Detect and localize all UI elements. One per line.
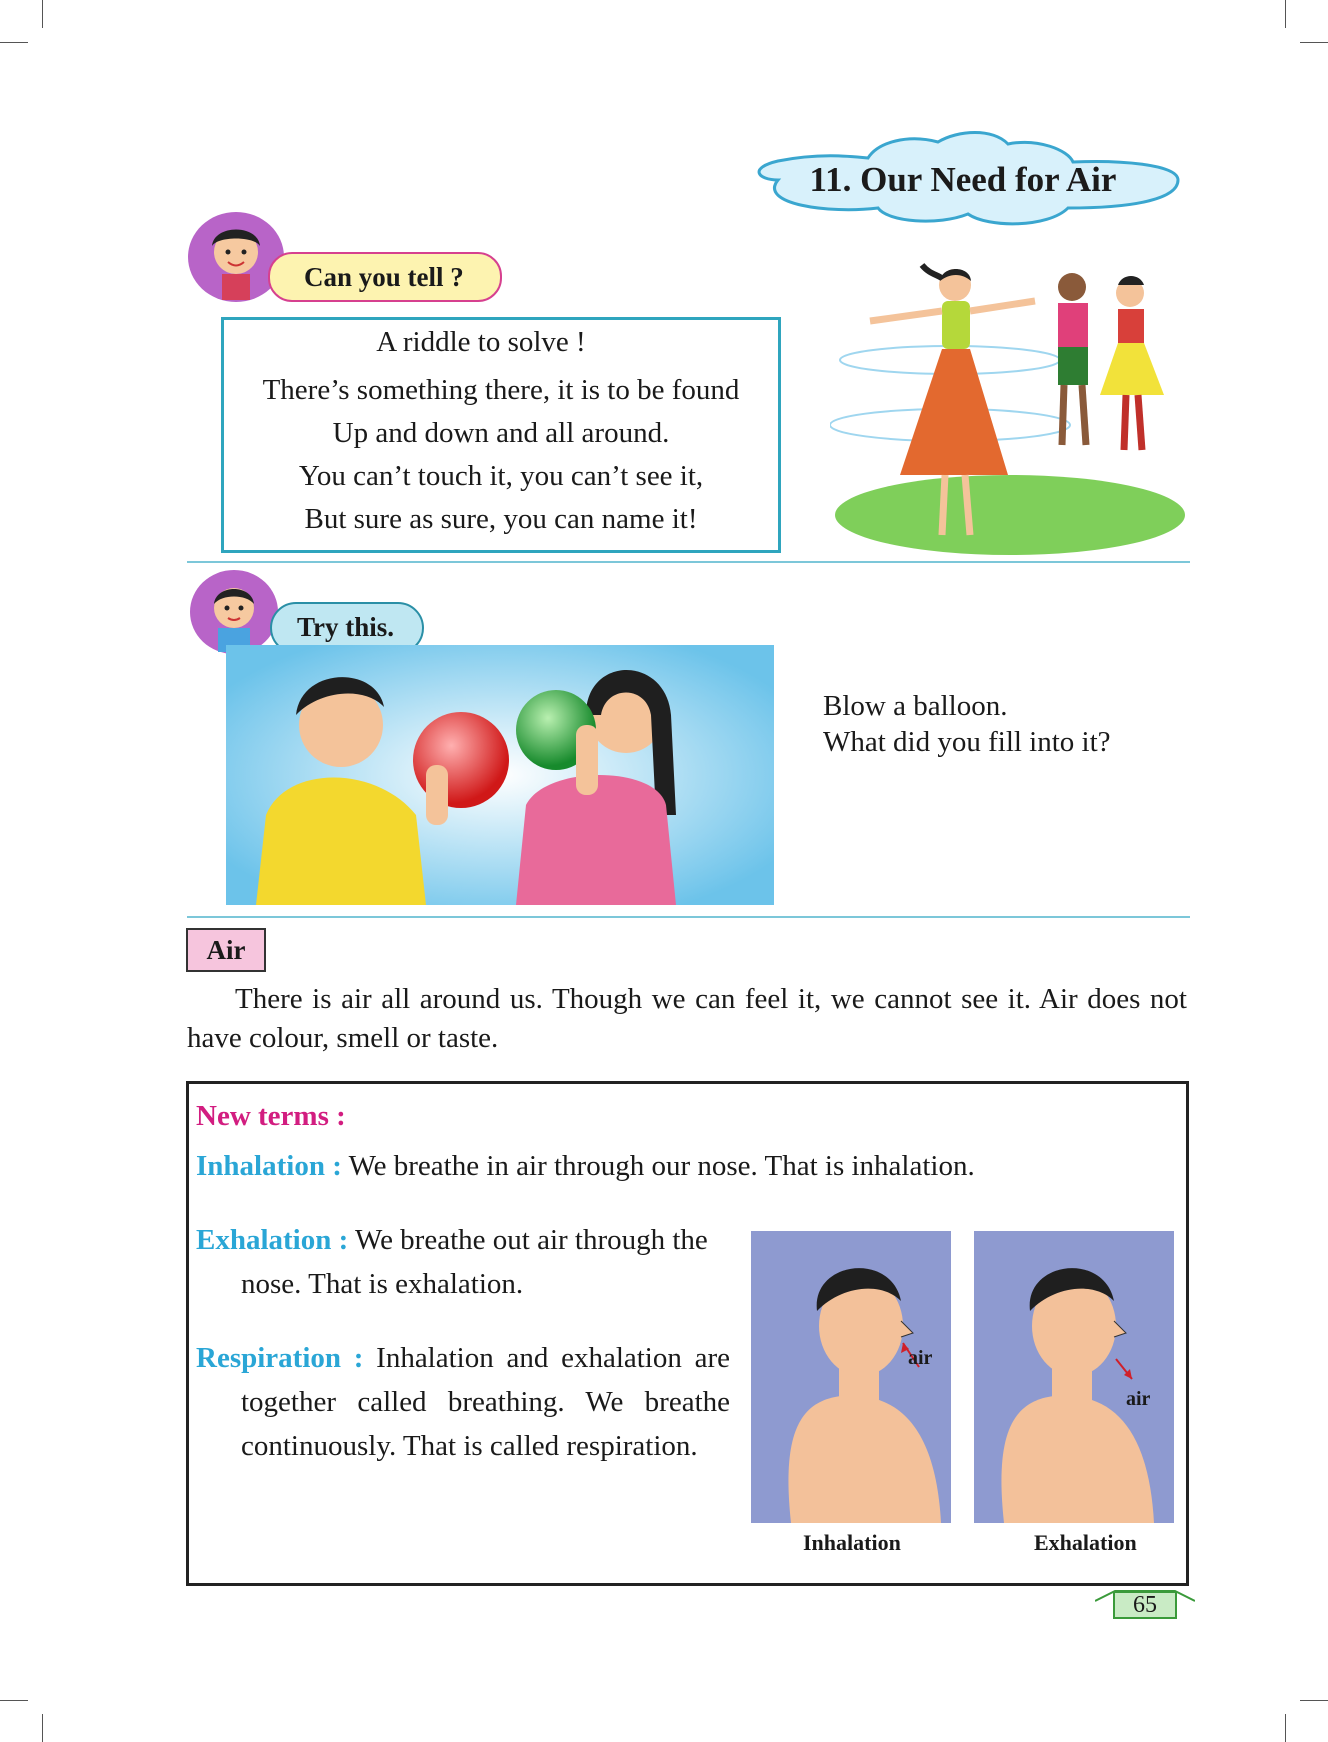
crop-mark <box>1300 1700 1328 1701</box>
children-playing-illustration <box>830 245 1190 555</box>
exhalation-figure <box>974 1231 1174 1523</box>
crop-mark <box>1300 42 1328 43</box>
riddle-line: Up and down and all around. <box>332 417 670 449</box>
riddle-box <box>221 317 781 553</box>
riddle-title: A riddle to solve ! <box>376 326 586 358</box>
section-divider <box>187 916 1190 918</box>
can-you-tell-tag <box>268 252 502 302</box>
new-terms-heading: New terms : <box>196 1100 346 1132</box>
exhalation-air-label: air <box>1126 1388 1151 1410</box>
inhalation-caption: Inhalation <box>803 1530 901 1555</box>
balloon-illustration <box>226 645 774 905</box>
term-inhalation-text: We breathe in air through our nose. That is inhalation. <box>348 1150 975 1182</box>
exhalation-caption: Exhalation <box>1034 1530 1137 1555</box>
try-this-line: What did you fill into it? <box>823 726 1111 758</box>
term-exhalation <box>196 1218 716 1306</box>
riddle-line: But sure as sure, you can name it! <box>304 503 698 535</box>
inhalation-figure <box>751 1231 951 1523</box>
try-this-line: Blow a balloon. <box>823 690 1008 722</box>
crop-mark <box>42 0 43 28</box>
page-number: 65 <box>1113 1591 1177 1619</box>
riddle-line: You can’t touch it, you can’t see it, <box>298 460 704 492</box>
term-exhalation-text: We breathe out air through the nose. That is exhalation. <box>241 1224 708 1300</box>
term-respiration-text: Inhalation and exhalation are together called breathing. We breathe continuously. That is called respiration. <box>241 1342 730 1462</box>
crop-mark <box>1285 0 1286 28</box>
can-you-tell-label: Can you tell ? <box>304 262 464 292</box>
riddle-line: There’s something there, it is to be found <box>262 374 740 406</box>
section-divider <box>187 561 1190 563</box>
term-exhalation-label: Exhalation : <box>196 1224 349 1256</box>
try-this-label: Try this. <box>297 612 395 642</box>
boy-avatar <box>190 570 278 654</box>
crop-mark <box>42 1714 43 1742</box>
air-paragraph-text: There is air all around us. Though we can feel it, we cannot see it. Air does not have colour, smell or taste. <box>187 983 1187 1054</box>
crop-mark <box>1285 1714 1286 1742</box>
term-inhalation <box>196 1144 1176 1188</box>
term-respiration-label: Respiration : <box>196 1342 364 1374</box>
crop-mark <box>0 1700 28 1701</box>
term-respiration <box>196 1336 730 1468</box>
chapter-title: 11. Our Need for Air <box>809 160 1117 199</box>
air-paragraph <box>187 980 1187 1058</box>
crop-mark <box>0 42 28 43</box>
inhalation-air-label: air <box>908 1347 933 1369</box>
term-inhalation-label: Inhalation : <box>196 1150 342 1182</box>
try-this-text <box>823 688 1111 760</box>
air-section-label: Air <box>186 928 266 972</box>
